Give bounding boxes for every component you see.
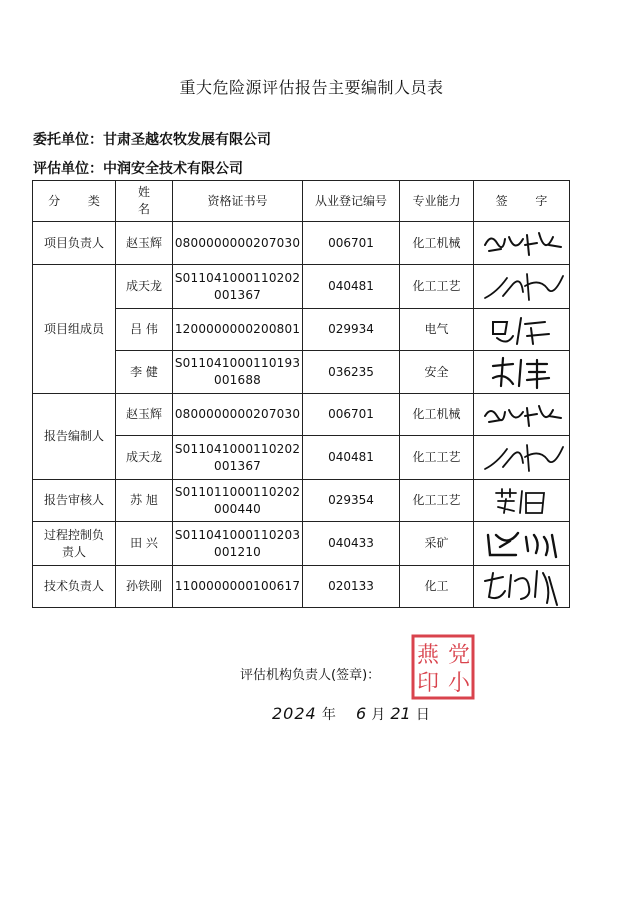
entrust-value: 甘肃圣越农牧发展有限公司 (103, 132, 271, 148)
category-cell: 技术负责人 (33, 566, 116, 608)
table-row (33, 522, 570, 566)
ability-cell: 安全 (400, 351, 474, 394)
official-seal-icon (411, 634, 475, 700)
cert-cell: S011041000110203 001210 (173, 522, 303, 566)
ability-cell: 化工工艺 (400, 436, 474, 480)
cert-cell: 0800000000207030 (173, 394, 303, 436)
date-month: 6 (356, 704, 367, 723)
table-row (33, 480, 570, 522)
handwritten-signature-icon (479, 398, 565, 432)
assess-value: 中润安全技术有限公司 (103, 161, 243, 177)
ability-cell: 化工机械 (400, 222, 474, 265)
header-name: 姓 名 (116, 181, 173, 222)
date-month-unit: 月 (371, 707, 386, 723)
reg-cell: 006701 (303, 394, 400, 436)
ability-cell: 化工机械 (400, 394, 474, 436)
cert-cell: S011011000110202 000440 (173, 480, 303, 522)
handwritten-signature-icon (477, 567, 567, 607)
cert-cell: S011041000110193 001688 (173, 351, 303, 394)
page-title: 重大危险源评估报告主要编制人员表 (179, 78, 444, 97)
date-day: 21 (390, 704, 411, 723)
cert-cell: S011041000110202 001367 (173, 436, 303, 480)
assess-line (33, 158, 243, 178)
entrust-label: 委托单位： (33, 132, 103, 148)
handwritten-signature-icon (487, 312, 557, 348)
entrust-line (33, 129, 271, 149)
handwritten-signature-icon (477, 439, 567, 477)
leader-signature-label: 评估机构负责人(签章)： (240, 668, 381, 683)
category-cell: 项目负责人 (33, 222, 116, 265)
cert-cell: 1200000000200801 (173, 309, 303, 351)
header-cert-no: 资格证书号 (173, 181, 303, 222)
svg-text:小: 小 (447, 671, 471, 696)
name-cell: 赵玉辉 (116, 394, 173, 436)
name-cell: 苏 旭 (116, 480, 173, 522)
staff-table (32, 180, 570, 608)
header-signature: 签 字 (474, 181, 570, 222)
category-cell: 报告编制人 (33, 394, 116, 480)
svg-text:印: 印 (416, 671, 440, 696)
signature-cell (474, 309, 570, 351)
reg-cell: 040481 (303, 265, 400, 309)
reg-cell: 040481 (303, 436, 400, 480)
ability-cell: 采矿 (400, 522, 474, 566)
reg-cell: 020133 (303, 566, 400, 608)
handwritten-signature-icon (479, 225, 565, 261)
name-cell: 孙铁刚 (116, 566, 173, 608)
handwritten-signature-icon (477, 268, 567, 306)
table-row (33, 222, 570, 265)
table-row (33, 394, 570, 436)
signature-cell (474, 265, 570, 309)
name-cell: 成天龙 (116, 265, 173, 309)
ability-cell: 化工工艺 (400, 480, 474, 522)
svg-text:党: 党 (447, 643, 471, 668)
header-reg-no: 从业登记编号 (303, 181, 400, 222)
cert-cell: S011041000110202 001367 (173, 265, 303, 309)
assess-label: 评估单位： (33, 161, 103, 177)
name-cell: 成天龙 (116, 436, 173, 480)
name-cell: 李 健 (116, 351, 173, 394)
signature-cell (474, 522, 570, 566)
signature-cell (474, 222, 570, 265)
ability-cell: 电气 (400, 309, 474, 351)
table-row (33, 566, 570, 608)
table-row (33, 265, 570, 309)
reg-cell: 040433 (303, 522, 400, 566)
signing-date (272, 704, 472, 730)
cert-cell: 1100000000100617 (173, 566, 303, 608)
signature-cell (474, 480, 570, 522)
name-cell: 赵玉辉 (116, 222, 173, 265)
reg-cell: 029354 (303, 480, 400, 522)
svg-text:燕: 燕 (416, 643, 440, 668)
reg-cell: 036235 (303, 351, 400, 394)
signature-cell (474, 351, 570, 394)
header-category: 分 类 (33, 181, 116, 222)
signature-cell (474, 436, 570, 480)
signature-cell (474, 394, 570, 436)
ability-cell: 化工工艺 (400, 265, 474, 309)
category-cell: 报告审核人 (33, 480, 116, 522)
ability-cell: 化工 (400, 566, 474, 608)
handwritten-signature-icon (492, 485, 552, 517)
reg-cell: 029934 (303, 309, 400, 351)
date-year: 2024 (272, 704, 317, 723)
table-header-row (33, 181, 570, 222)
handwritten-signature-icon (487, 354, 557, 390)
handwritten-signature-icon (482, 527, 562, 561)
category-cell: 过程控制负 责人 (33, 522, 116, 566)
signature-cell (474, 566, 570, 608)
reg-cell: 006701 (303, 222, 400, 265)
cert-cell: 0800000000207030 (173, 222, 303, 265)
header-ability: 专业能力 (400, 181, 474, 222)
category-cell: 项目组成员 (33, 265, 116, 394)
date-day-unit: 日 (415, 707, 430, 723)
name-cell: 田 兴 (116, 522, 173, 566)
name-cell: 吕 伟 (116, 309, 173, 351)
date-year-unit: 年 (321, 707, 336, 723)
